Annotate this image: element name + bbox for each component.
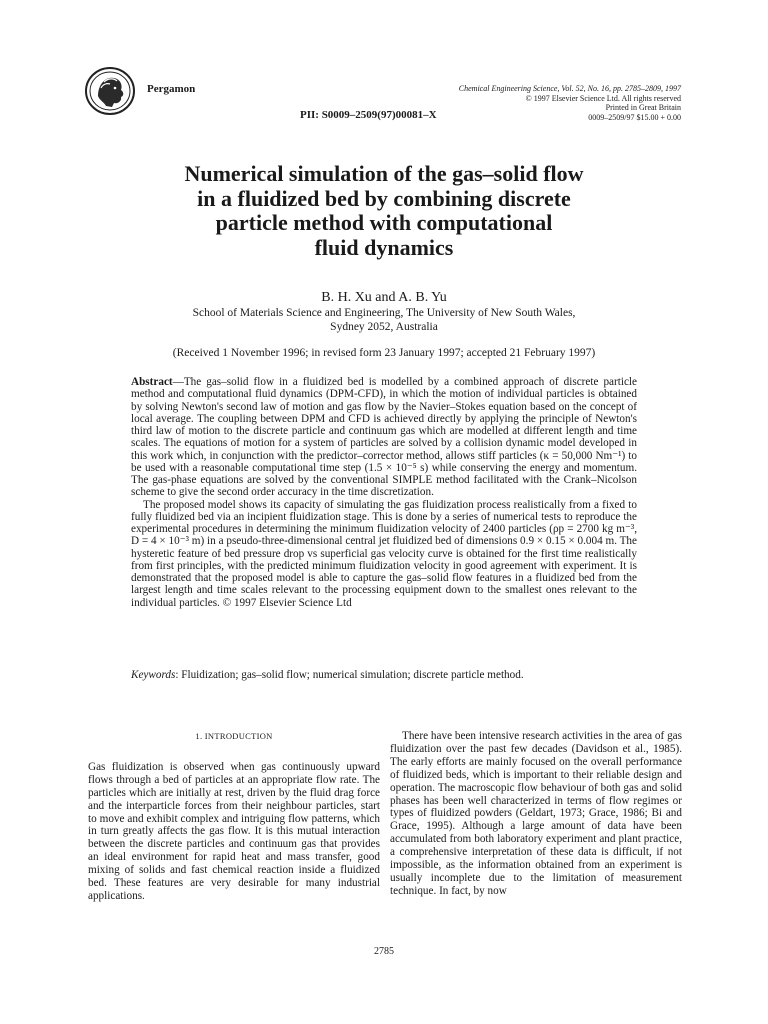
keywords <box>131 669 637 681</box>
affiliation-line: School of Materials Science and Engineering, The University of New South Wales, <box>192 307 576 319</box>
price-line: 0009–2509/97 $15.00 + 0.00 <box>588 112 681 122</box>
abstract-label: Abstract <box>131 376 173 388</box>
body-paragraph: There have been intensive research activities in the area of gas fluidization over the past few decades (Davidson et al., 1985). The early efforts are mainly focused on the overall performance of fluidized beds, which is important to their reliable design and operation. The macroscopic flow behaviour of both gas and solid phases has been well characterized in terms of flow regimes or types of fluidized powders (Geldart, 1973; Grace, 1986; Bi and Grace, 1995). Although a large amount of data have been accumulated from both laboratory experiment and plant practice, a comprehensive interpretation of these data is difficult, if not impossible, as the information obtained from an experiment is usually incomplete due to the limitation of measurement technique. In fact, by now <box>390 730 682 897</box>
keywords-label: Keywords <box>131 669 176 681</box>
section-heading: 1. INTRODUCTION <box>195 731 273 741</box>
copyright-line: © 1997 Elsevier Science Ltd. All rights reserved <box>525 93 681 103</box>
printed-line: Printed in Great Britain <box>605 103 681 112</box>
abstract-paragraph <box>131 376 637 499</box>
abstract-paragraph: The proposed model shows its capacity of simulating the gas fluidization process realistically from a fixed to fully fluidized bed via an incipient fluidization stage. This is done by a series of numerical tests to reproduce the experimental procedures in determining the minimum fluidization velocity of 2400 particles (ρp = 2700 kg m⁻³, D = 4 × 10⁻³ m) in a pseudo-three-dimensional central jet fluidized bed of dimensions 0.9 × 0.15 × 0.004 m. The hysteretic feature of bed pressure drop vs superficial gas velocity curve is obtained for the first time realistically from first principles, with the predicted minimum fluidization velocity in good agreement with experiment. It is demonstrated that the proposed model is able to capture the gas–solid flow features in a fluidized bed from the largest length and time scales relevant to the processing equipment down to the smallest ones relevant to the individual particles. © 1997 Elsevier Science Ltd <box>131 498 637 609</box>
abstract-text: —The gas–solid flow in a fluidized bed is modelled by a combined approach of discrete particle method and computational fluid dynamics (DPM-CFD), in which the motion of individual particles is obtained by solving Newton's second law of motion and gas flow by the Navier–Stokes equation based on the concept of local average. The coupling between DPM and CFD is achieved directly by applying the principle of Newton's third law of motion to the discrete particle and continuum gas which are modelled at different length and time scales. The equations of motion for a system of particles are solved by a collision dynamic model developed in this work which, in conjunction with the predictor–corrector method, allows stiff particles (κ = 50,000 Nm⁻¹) to be used with a reasonable computational time step (1.5 × 10⁻⁵ s) while conserving the energy and momentum. The gas-phase equations are solved by the conventional SIMPLE method facilitated with the Crank–Nicolson scheme to give the second order accuracy in the time discretization. <box>131 376 637 499</box>
article-title <box>100 162 668 260</box>
keywords-text: : Fluidization; gas–solid flow; numerical simulation; discrete particle method. <box>175 669 524 681</box>
title-line: Numerical simulation of the gas–solid flow <box>184 161 584 186</box>
title-line: in a fluidized bed by combining discrete <box>197 185 571 211</box>
journal-citation: Chemical Engineering Science, Vol. 52, No. 16, pp. 2785–2809, 1997 <box>458 84 681 93</box>
authors: B. H. Xu and A. B. Yu <box>321 290 447 305</box>
title-line: fluid dynamics <box>314 234 454 260</box>
left-column <box>88 730 380 903</box>
page-number: 2785 <box>374 946 394 957</box>
abstract <box>131 376 637 609</box>
publisher-name: Pergamon <box>147 83 196 95</box>
body-paragraph: Gas fluidization is observed when gas continuously upward flows through a bed of particles at an appropriate flow rate. The particles which are initially at rest, driven by the fluid drag force and the interparticle forces from their neighbour particles, start to move and exhibit complex and intriguing flow patterns, which in turn greatly affects the gas flow. It is this mutual interaction between the discrete particles and continuum gas that provides an ideal environment for rapid heat and mass transfer, good mixing of solids and fast chemical reaction inside a fluidized bed. These features are very desirable for many industrial applications. <box>88 760 380 902</box>
pii-identifier: PII: S0009–2509(97)00081–X <box>300 109 437 121</box>
received-dates: (Received 1 November 1996; in revised form 23 January 1997; accepted 21 February 1997) <box>172 347 596 359</box>
affiliation <box>100 306 668 334</box>
right-column <box>390 730 682 898</box>
affiliation-line: Sydney 2052, Australia <box>330 321 438 333</box>
pergamon-logo-icon <box>84 66 136 116</box>
title-line: particle method with computational <box>215 210 553 235</box>
